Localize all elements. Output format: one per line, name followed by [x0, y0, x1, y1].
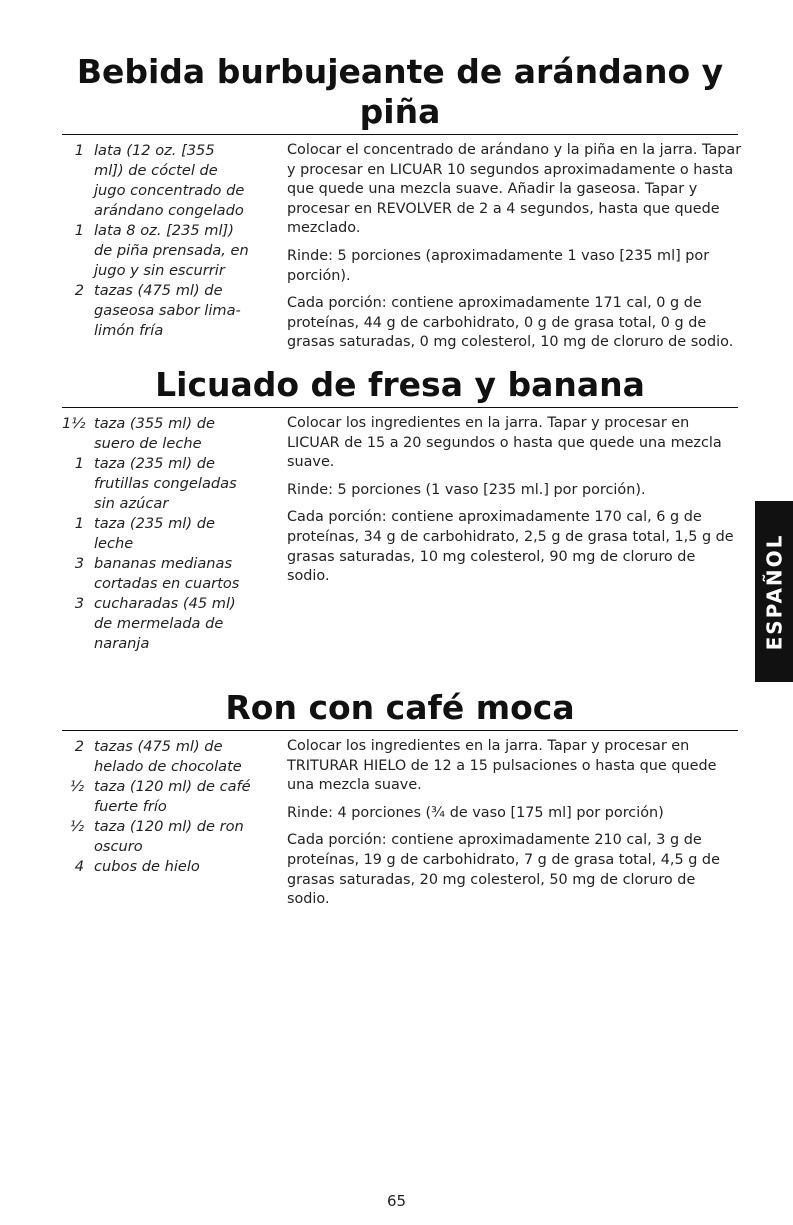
ingredient-line: leche [94, 535, 134, 552]
language-tab [755, 501, 793, 682]
ingredient-line: bananas medianas [94, 555, 233, 572]
ingredient-line: limón fría [94, 322, 164, 339]
yield-text: Rinde: 4 porciones (¾ de vaso [175 ml] por porción) [287, 804, 664, 821]
title-divider [62, 407, 738, 408]
ingredient-line: tazas (475 ml) de [94, 282, 223, 299]
ingredient-line: taza (355 ml) de [94, 415, 215, 432]
ingredient-line: cortadas en cuartos [94, 575, 240, 592]
language-tab-label: ESPAÑOL [762, 533, 787, 650]
title-divider [62, 134, 738, 135]
ingredient-quantity: 1 [74, 515, 84, 532]
ingredient-line: suero de leche [94, 435, 202, 452]
ingredient-item [62, 817, 262, 857]
ingredient-line: sin azúcar [94, 495, 169, 512]
recipe-section [62, 365, 738, 652]
ingredient-line: lata (12 oz. [355 [94, 142, 215, 159]
ingredient-line: helado de chocolate [94, 758, 242, 775]
ingredient-quantity: ½ [69, 778, 84, 795]
ingredient-line: cucharadas (45 ml) [94, 595, 236, 612]
ingredient-line: ml]) de cóctel de [94, 162, 218, 179]
recipe-title: Bebida burbujeante de arándano y piña [76, 52, 724, 131]
ingredient-quantity: 4 [74, 858, 84, 875]
ingredient-quantity: 2 [74, 738, 84, 755]
ingredient-line: lata 8 oz. [235 ml]) [94, 222, 234, 239]
ingredient-item [62, 737, 262, 777]
recipe-section [62, 52, 742, 351]
ingredient-line: de piña prensada, en [94, 242, 249, 259]
ingredient-quantity: 1 [74, 222, 84, 239]
directions-paragraph: Colocar los ingredientes en la jarra. Tapar y procesar en LICUAR de 15 a 20 segundos o hasta que quede una mezcla suave. [287, 415, 722, 471]
ingredient-quantity: 1 [74, 455, 84, 472]
ingredient-item [62, 777, 262, 817]
ingredient-item [62, 221, 262, 281]
ingredient-line: fuerte frío [94, 798, 167, 815]
ingredient-line: cubos de hielo [94, 858, 200, 875]
ingredient-item [62, 594, 262, 654]
ingredient-line: frutillas congeladas [94, 475, 237, 492]
ingredient-item [62, 454, 262, 514]
ingredient-line: naranja [94, 635, 150, 652]
ingredient-item [62, 554, 262, 594]
page-number: 65 [386, 1192, 407, 1210]
ingredient-quantity: 3 [74, 595, 84, 612]
ingredient-line: taza (235 ml) de [94, 515, 215, 532]
directions [287, 737, 742, 918]
ingredient-quantity: 1 [74, 142, 84, 159]
yield-text: Rinde: 5 porciones (1 vaso [235 ml.] por porción). [287, 481, 646, 498]
ingredient-item [62, 141, 262, 221]
recipe-title: Licuado de fresa y banana [155, 365, 645, 404]
ingredient-item [62, 281, 262, 341]
nutrition-text: Cada porción: contiene aproximadamente 171 cal, 0 g de proteínas, 44 g de carbohidrato, 0 g de grasa total, 0 g de grasas saturadas, 0 mg colesterol, 10 mg de cloruro de sodio. [287, 295, 734, 351]
ingredient-quantity: 3 [74, 555, 84, 572]
ingredient-line: jugo y sin escurrir [94, 262, 225, 279]
yield-text: Rinde: 5 porciones (aproximadamente 1 vaso [235 ml] por porción). [287, 247, 710, 284]
ingredient-item [62, 857, 262, 877]
ingredient-line: taza (120 ml) de ron [94, 818, 244, 835]
ingredient-line: tazas (475 ml) de [94, 738, 223, 755]
nutrition-text: Cada porción: contiene aproximadamente 210 cal, 3 g de proteínas, 19 g de carbohidrato, 7 g de grasa total, 4,5 g de grasas saturadas, 20 mg colesterol, 50 mg de cloruro de sodio. [287, 832, 720, 908]
ingredient-line: oscuro [94, 838, 143, 855]
ingredient-item [62, 414, 262, 454]
ingredient-line: arándano congelado [94, 202, 244, 219]
ingredient-line: gaseosa sabor lima- [94, 302, 241, 319]
ingredient-line: de mermelada de [94, 615, 224, 632]
directions-paragraph: Colocar los ingredientes en la jarra. Tapar y procesar en TRITURAR HIELO de 12 a 15 pulsaciones o hasta que quede una mezcla suave. [287, 738, 717, 794]
ingredient-list [62, 141, 262, 341]
ingredient-quantity: 1½ [62, 415, 86, 432]
ingredient-quantity: 2 [74, 282, 84, 299]
ingredient-line: taza (120 ml) de café [94, 778, 251, 795]
nutrition-text: Cada porción: contiene aproximadamente 170 cal, 6 g de proteínas, 34 g de carbohidrato, 2,5 g de grasa total, 1,5 g de grasas saturadas, 10 mg colesterol, 90 mg de cloruro de sodio. [287, 509, 734, 585]
recipe-section [62, 688, 738, 908]
recipe-title: Ron con café moca [225, 688, 575, 727]
ingredient-list [62, 737, 262, 877]
ingredient-line: taza (235 ml) de [94, 455, 215, 472]
ingredient-list [62, 414, 262, 654]
ingredient-item [62, 514, 262, 554]
ingredient-line: jugo concentrado de [94, 182, 245, 199]
directions [287, 141, 742, 361]
ingredient-quantity: ½ [69, 818, 84, 835]
directions-paragraph: Colocar el concentrado de arándano y la piña en la jarra. Tapar y procesar en LICUAR 10 segundos aproximadamente o hasta que quede una mezcla suave. Añadir la gaseosa. Tapar y procesar en REVOLVER de 2 a 4 segundos, hasta que quede mezclado. [287, 142, 742, 237]
directions [287, 414, 742, 595]
title-divider [62, 730, 738, 731]
